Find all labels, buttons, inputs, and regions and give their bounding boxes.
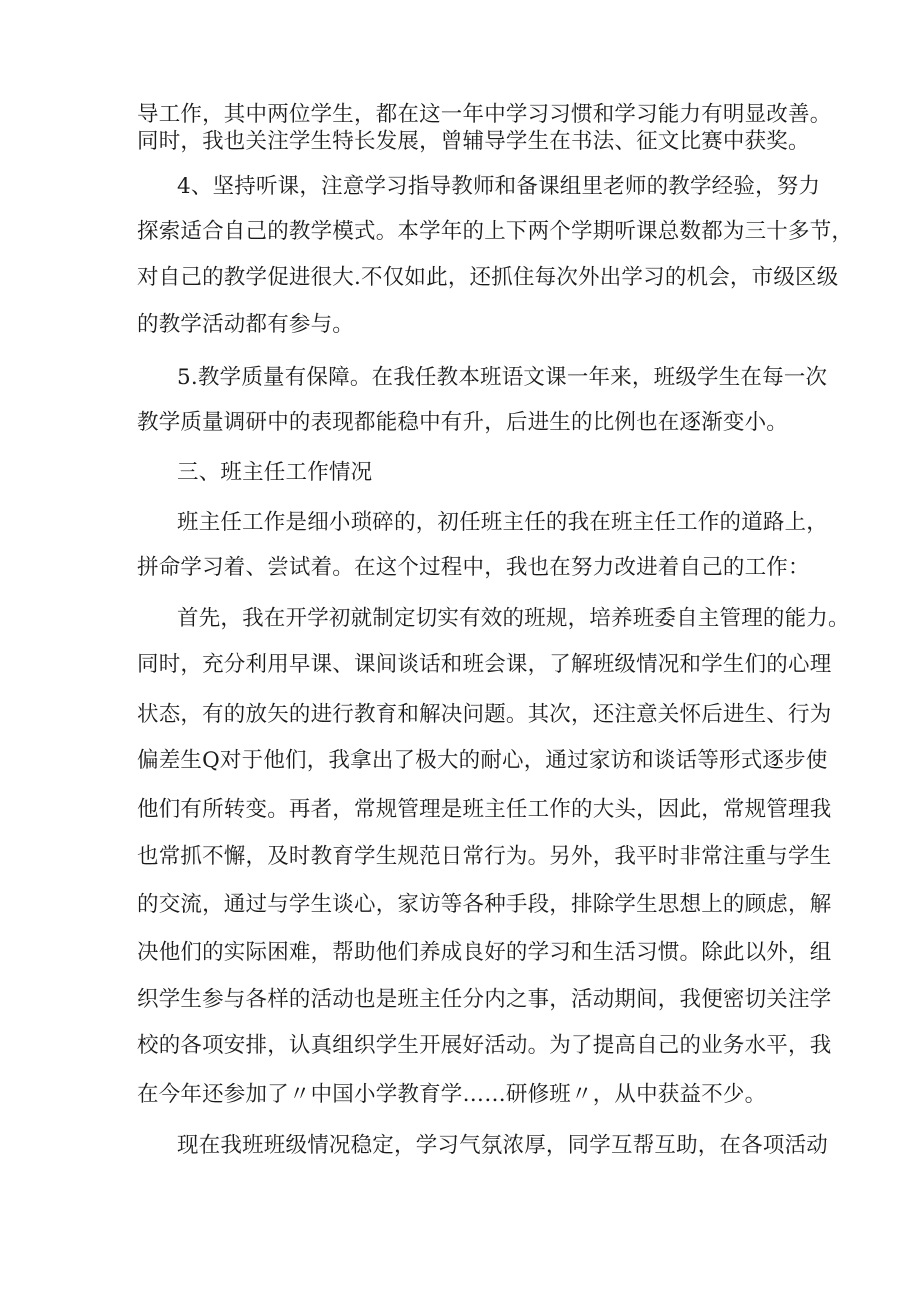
text-line: 拼命学习着、尝试着。在这个过程中，我也在努力改进着自己的工作：: [137, 555, 810, 580]
text-line: 班主任工作是细小琐碎的，初任班主任的我在班主任工作的道路上，: [177, 510, 829, 535]
text-line: 织学生参与各样的活动也是班主任分内之事，活动期间，我便密切关注学: [137, 987, 832, 1012]
text-line: 也常抓不懈，及时教育学生规范日常行为。另外，我平时非常注重与学生: [137, 844, 832, 869]
text-line: 现在我班班级情况稳定，学习气氛浓厚，同学互帮互助，在各项活动: [177, 1133, 829, 1158]
text-line: 对自己的教学促进很大.不仅如此，还抓住每次外出学习的机会，市级区级: [137, 265, 839, 290]
text-line: 偏差生Q对于他们，我拿出了极大的耐心，通过家访和谈话等形式逐步使: [137, 748, 828, 773]
text-line: 教学质量调研中的表现都能稳中有升，后进生的比例也在逐渐变小。: [137, 410, 789, 435]
text-line: 状态，有的放矢的进行教育和解决问题。其次，还注意关怀后进生、行为: [137, 702, 832, 727]
text-line: 同时，充分利用早课、课间谈话和班会课，了解班级情况和学生们的心理: [137, 652, 832, 677]
text-line: 校的各项安排，认真组织学生开展好活动。为了提高自己的业务水平，我: [137, 1033, 832, 1058]
section-heading: 三、班主任工作情况: [177, 460, 373, 485]
text-line: 他们有所转变。再者，常规管理是班主任工作的大头，因此，常规管理我: [137, 797, 832, 822]
text-line: 4、坚持听课，注意学习指导教师和备课组里老师的教学经验，努力: [177, 174, 821, 199]
text-line: 探索适合自己的教学模式。本学年的上下两个学期听课总数都为三十多节，: [137, 219, 854, 244]
text-line: 决他们的实际困难，帮助他们养成良好的学习和生活习惯。除此以外，组: [137, 940, 832, 965]
text-line: 首先，我在开学初就制定切实有效的班规，培养班委自主管理的能力。: [177, 606, 850, 631]
text-line: 的交流，通过与学生谈心，家访等各种手段，排除学生思想上的顾虑，解: [137, 892, 832, 917]
text-line: 导工作，其中两位学生，都在这一年中学习习惯和学习能力有明显改善。: [137, 102, 832, 127]
text-line: 同时，我也关注学生特长发展，曾辅导学生在书法、征文比赛中获奖。: [137, 129, 810, 154]
text-line: 5.教学质量有保障。在我任教本班语文课一年来，班级学生在每一次: [177, 365, 828, 390]
text-line: 在今年还参加了〃中国小学教育学……研修班〃，从中获益不少。: [137, 1082, 767, 1107]
text-line: 的教学活动都有参与。: [137, 312, 355, 337]
